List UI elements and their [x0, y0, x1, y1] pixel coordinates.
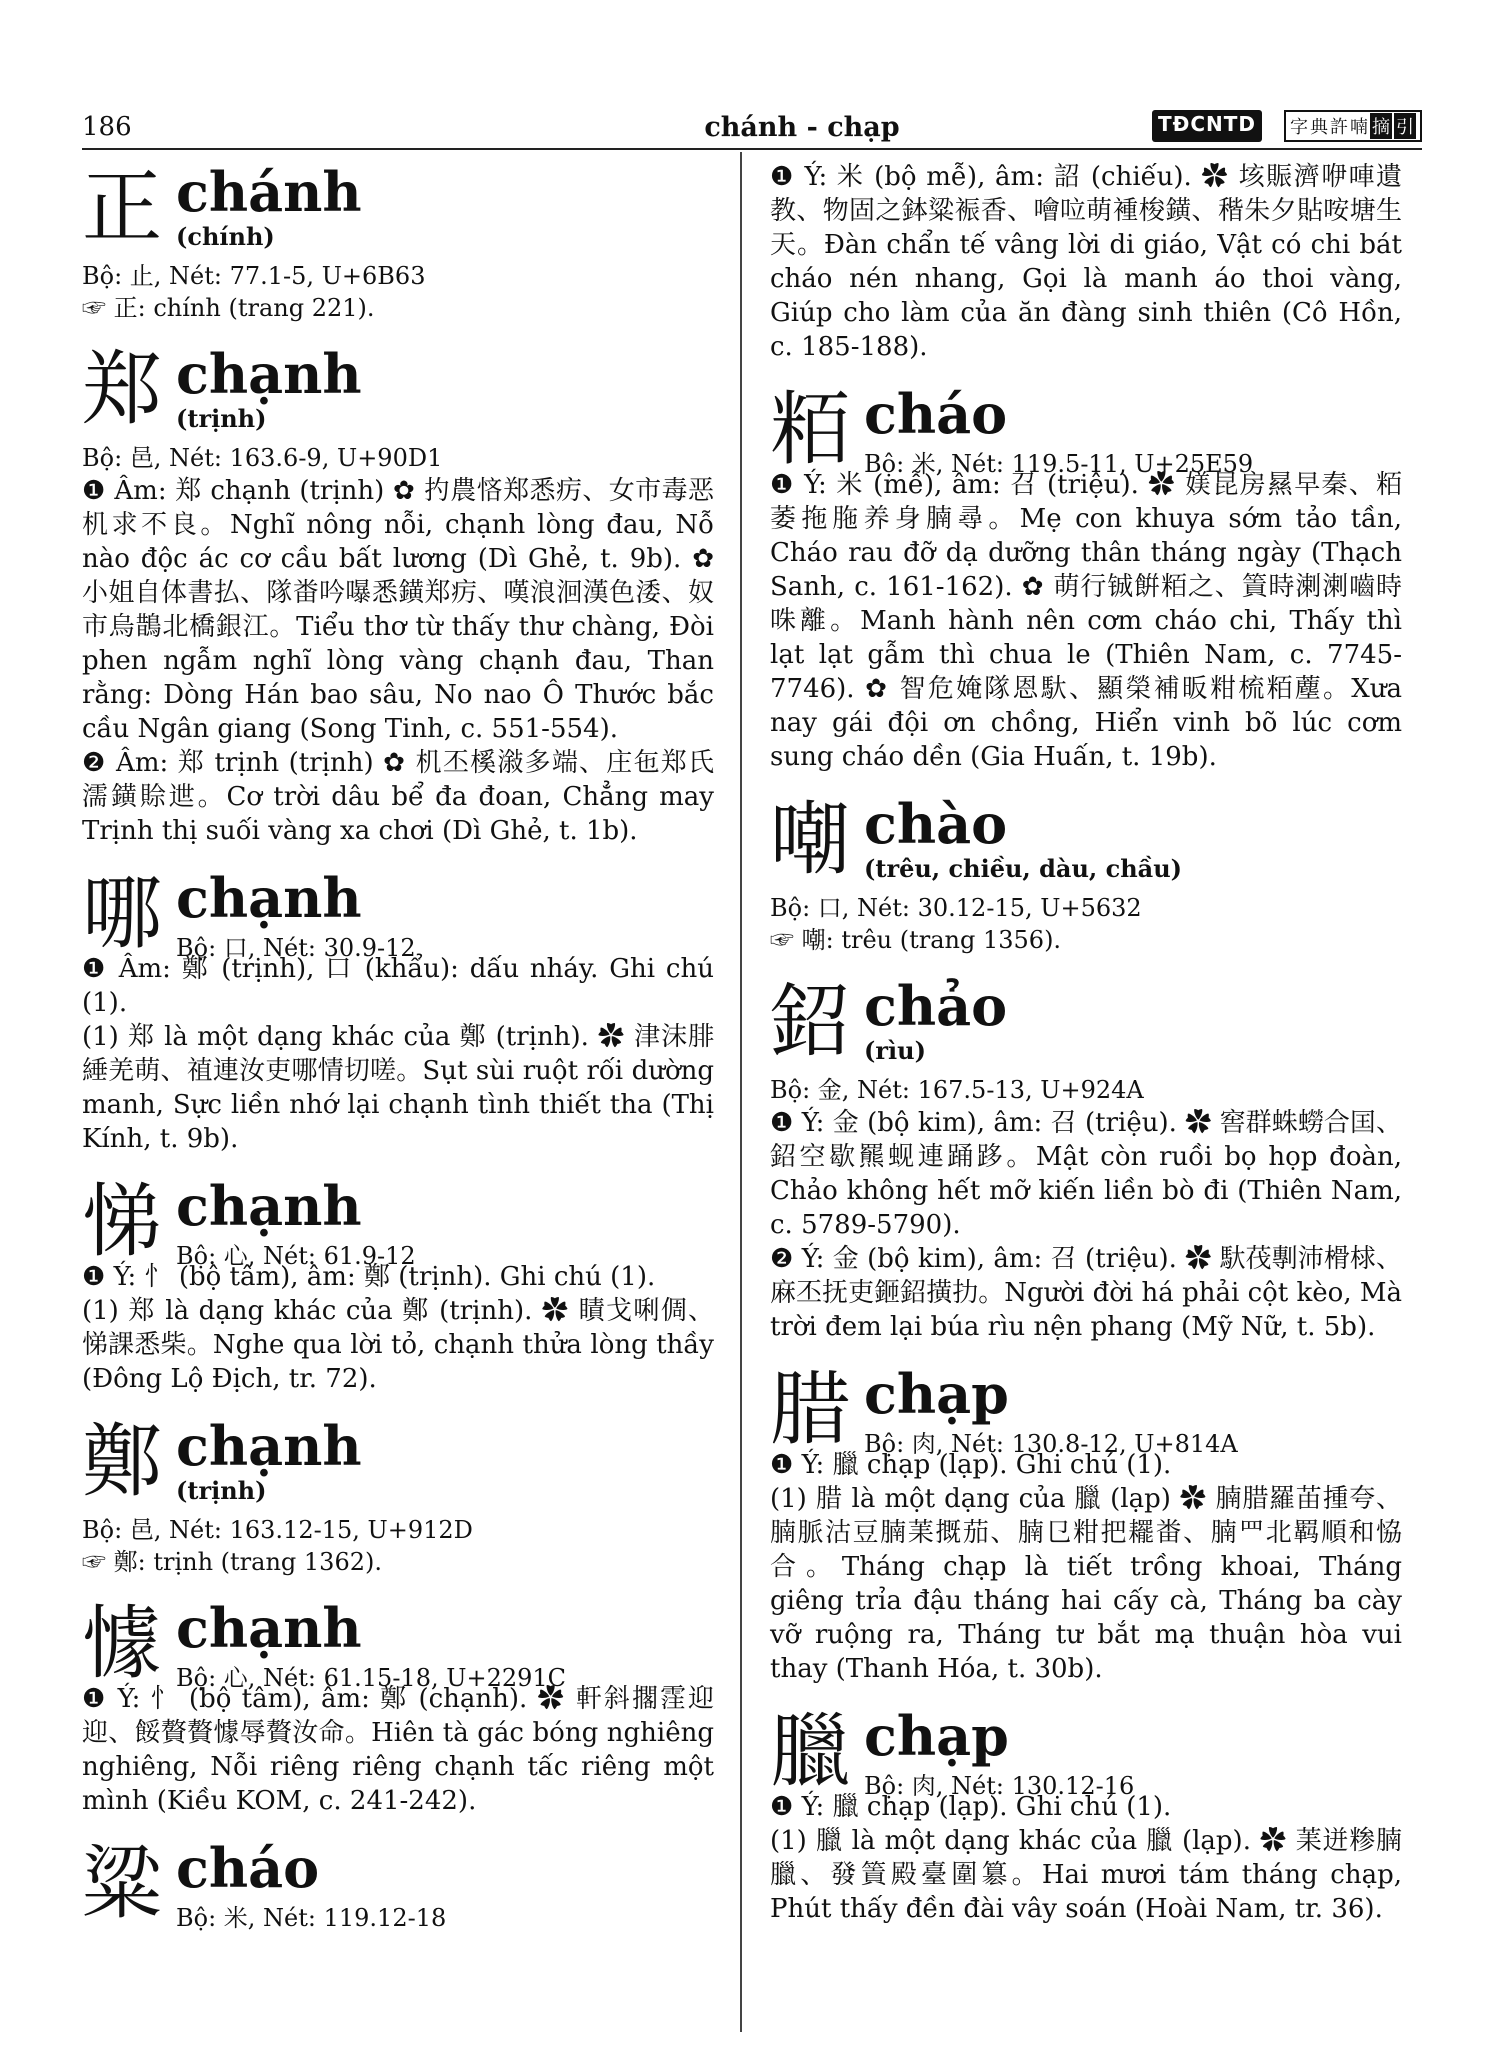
entry-meta: Bộ: 邑, Nét: 163.12-15, U+912D	[82, 1516, 473, 1544]
headword-han: 正	[82, 161, 162, 254]
page-header	[82, 108, 1422, 150]
alt-reading: (trịnh)	[176, 1476, 267, 1505]
alt-reading: (trêu, chiều, dàu, chầu)	[864, 854, 1183, 883]
entry-chao-4	[770, 974, 1402, 1344]
headword: chạnh	[176, 1414, 362, 1478]
entry-chao-2	[770, 382, 1402, 774]
sense: ❶ Ý: 金 (bộ kim), âm: 召 (triệu). ✿ 窖群蛛蟧合囯、鉊空歇羆蚬連踊跢。Mật còn ruồi bọ họp đoàn, Chảo không hết mỡ kiến liền bò đi (Thiên Nam, c. 5789-5790).	[770, 1108, 1402, 1240]
note: (1) 臘 là một dạng khác của 臘 (lạp). ✿ 䒹迸糁腩臘、發篢殿臺圍簒。Hai mươi tám tháng chạp, Phút thấy đền đài vây soán (Hoài Nam, tr. 36).	[770, 1826, 1402, 1924]
entry-meta: Bộ: 肉, Nét: 130.12-16	[864, 1772, 1135, 1800]
entry-chanh-1	[82, 160, 714, 324]
entry-meta: Bộ: 肉, Nét: 130.8-12, U+814A	[864, 1430, 1238, 1458]
headword: chạnh	[176, 342, 362, 406]
headword: chạnh	[176, 1596, 362, 1660]
cross-reference: ☞ 鄭: trịnh (trang 1362).	[82, 1548, 382, 1576]
entry-meta: Bộ: 米, Nét: 119.5-11, U+25E59	[864, 450, 1254, 478]
tdcntd-logo: TĐCNTD	[1152, 110, 1262, 142]
alt-reading: (rìu)	[864, 1036, 926, 1065]
headword-han: 悌	[82, 1175, 162, 1268]
headword: chạnh	[176, 1174, 362, 1238]
entry-chanh-2	[82, 342, 714, 848]
entry-chanh-4	[82, 1174, 714, 1396]
note: (1) 郑 là dạng khác của 鄭 (trịnh). ✿ 瞔戈唎倜、悌課悉柴。Nghe qua lời tỏ, chạnh thửa lòng thầy (Đông Lộ Địch, tr. 72).	[82, 1296, 714, 1394]
headword: cháo	[176, 1836, 320, 1900]
sense: ❶ Ý: 忄 (bộ tâm), âm: 鄭 (trịnh). Ghi chú (1).	[82, 1262, 656, 1292]
headword: chạnh	[176, 866, 362, 930]
column-divider	[740, 152, 742, 2032]
entry-chanh-3	[82, 866, 714, 1156]
headword-han: 郑	[82, 343, 162, 436]
sense: ❶ Ý: 臘 chạp (lạp). Ghi chú (1).	[770, 1450, 1172, 1480]
left-column	[82, 160, 714, 1940]
headword-han: 鉊	[770, 975, 850, 1068]
cross-reference: ☞ 正: chính (trang 221).	[82, 294, 375, 322]
sense: ❶ Ý: 忄 (bộ tâm), âm: 鄭 (chạnh). ✿ 軒斜擱霔迎迎、餒贅贅懅辱贅汝命。Hiên tà gác bóng nghiêng nghiêng, Nỗi riêng riêng chạnh tấc riêng một mình (Kiều KOM, c. 241-242).	[82, 1684, 714, 1816]
entry-chao-1	[82, 1836, 714, 1932]
entry-chao-1-continued	[770, 160, 1402, 364]
headword-han: 腊	[770, 1363, 850, 1456]
right-column	[770, 160, 1402, 1944]
header-logos	[1152, 110, 1422, 142]
entry-chap-1	[770, 1362, 1402, 1686]
entry-meta: Bộ: 邑, Nét: 163.6-9, U+90D1	[82, 444, 443, 472]
headword: chánh	[176, 160, 362, 224]
alt-reading: (trịnh)	[176, 404, 267, 433]
headword: chảo	[864, 974, 1008, 1038]
cross-reference: ☞ 嘲: trêu (trang 1356).	[770, 926, 1062, 954]
headword: chạp	[864, 1362, 1009, 1426]
headword-han: 嘲	[770, 793, 850, 886]
han-nom-logo: 字 典 許 喃 摘 引	[1284, 110, 1422, 142]
note: (1) 腊 là một dạng của 臘 (lạp) ✿ 腩腊羅苖揰夸、腩脈沽豆腩䒹摡茄、腩㔾粓把䎱畨、腩罒北羁順和恊合。Tháng chạp là tiết trồng khoai, Tháng giêng trỉa đậu tháng hai cấy cà, Tháng ba cày vỡ ruộng ra, Tháng tư bắt mạ thuận hòa vui thay (Thanh Hóa, t. 30b).	[770, 1484, 1402, 1684]
sense: ❷ Ý: 金 (bộ kim), âm: 召 (triệu). ✿ 馱茷剸沛榾梂、麻丕抚吏鉔鉊撗扐。Người đời há phải cột kèo, Mà trời đem lại búa rìu nện phang (Mỹ Nữ, t. 5b).	[770, 1244, 1402, 1342]
sense: ❶ Ý: 米 (bộ mễ), âm: 詔 (chiếu). ✿ 垓賑濟咿唓遺教、物固之鉢粱裖香、噲㕸萌褈梭鐄、稭朱夕貼咹塘生天。Đàn chẩn tế vâng lời di giáo, Vật có chi bát cháo nén nhang, Gọi là manh áo thoi vàng, Giúp cho làm của ăn đàng sinh thiên (Cô Hồn, c. 185-188).	[770, 162, 1402, 362]
running-title: chánh - chạp	[704, 112, 900, 143]
entry-chap-2	[770, 1704, 1402, 1926]
headword-han: 臘	[770, 1705, 850, 1798]
page-number: 186	[82, 112, 132, 142]
entry-meta: Bộ: 米, Nét: 119.12-18	[176, 1904, 447, 1932]
headword-han: 鄭	[82, 1415, 162, 1508]
sense: ❶ Âm: 鄭 (trịnh), 口 (khẩu): dấu nháy. Ghi chú (1).	[82, 954, 714, 1018]
entry-meta: Bộ: 心, Nét: 61.9-12	[176, 1242, 416, 1270]
note: (1) 郑 là một dạng khác của 鄭 (trịnh). ✿ 津沫腓綞羌萌、禃連汝吏哪情切嗟。Sụt sùi ruột rối dường manh, Sực liền nhớ lại chạnh tình thiết tha (Thị Kính, t. 9b).	[82, 1022, 714, 1154]
headword-han: 粨	[770, 383, 850, 476]
headword-han: 哪	[82, 867, 162, 960]
sense: ❷ Âm: 郑 trịnh (trịnh) ✿ 机丕榽潊多端、庄㐌郑氏濡鐄賒迣。Cơ trời dâu bể đa đoan, Chẳng may Trịnh thị suối vàng xa chơi (Dì Ghẻ, t. 1b).	[82, 748, 714, 846]
headword: cháo	[864, 382, 1008, 446]
entry-chanh-5	[82, 1414, 714, 1578]
headword: chạp	[864, 1704, 1009, 1768]
sense: ❶ Ý: 米 (mễ), âm: 召 (triệu). ✿ 媄昆房㬎早秦、粨萎拖胣养身腩尋。Mẹ con khuya sớm tảo tần, Cháo rau đỡ dạ dưỡng thân tháng ngày (Thạch Sanh, c. 161-162). ✿ 萌行铖餠粨之、篢時溂溂嚙時咮離。Manh hành nên cơm cháo chi, Thấy thì lạt lạt gẫm thì chua le (Thiên Nam, c. 7745-7746). ✿ 智危㛪隊恩馱、顯榮補昄粓梳粨薼。Xưa nay gái đội ơn chồng, Hiển vinh bõ lúc cơm sung cháo dền (Gia Huấn, t. 19b).	[770, 470, 1402, 772]
entry-chanh-6	[82, 1596, 714, 1818]
alt-reading: (chính)	[176, 222, 275, 251]
sense: ❶ Âm: 郑 chạnh (trịnh) ✿ 扚農悋郑悉疠、女市毒恶机求不良。Nghĩ nông nỗi, chạnh lòng đau, Nỗ nào độc ác cơ cầu bất lương (Dì Ghẻ, t. 9b). ✿ 小姐自体書払、隊畨吟嚗悉鐄郑疠、嘆浪洄漢色涹、奴市烏鵲北橋銀江。Tiểu thơ từ thấy thư chàng, Đòi phen ngẫm nghĩ lòng vàng chạnh đau, Than rằng: Dòng Hán bao sâu, No nao Ô Thước bắc cầu Ngân giang (Song Tinh, c. 551-554).	[82, 476, 714, 744]
sense: ❶ Ý: 臘 chạp (lạp). Ghi chú (1).	[770, 1792, 1172, 1822]
entry-meta: Bộ: 止, Nét: 77.1-5, U+6B63	[82, 262, 426, 290]
entry-meta: Bộ: 口, Nét: 30.9-12	[176, 934, 416, 962]
entry-chao-3	[770, 792, 1402, 956]
entry-meta: Bộ: 心, Nét: 61.15-18, U+2291C	[176, 1664, 567, 1692]
entry-meta: Bộ: 口, Nét: 30.12-15, U+5632	[770, 894, 1142, 922]
headword-han: 懅	[82, 1597, 162, 1690]
headword-han: 粱	[82, 1837, 162, 1930]
entry-meta: Bộ: 金, Nét: 167.5-13, U+924A	[770, 1076, 1144, 1104]
headword: chào	[864, 792, 1008, 856]
